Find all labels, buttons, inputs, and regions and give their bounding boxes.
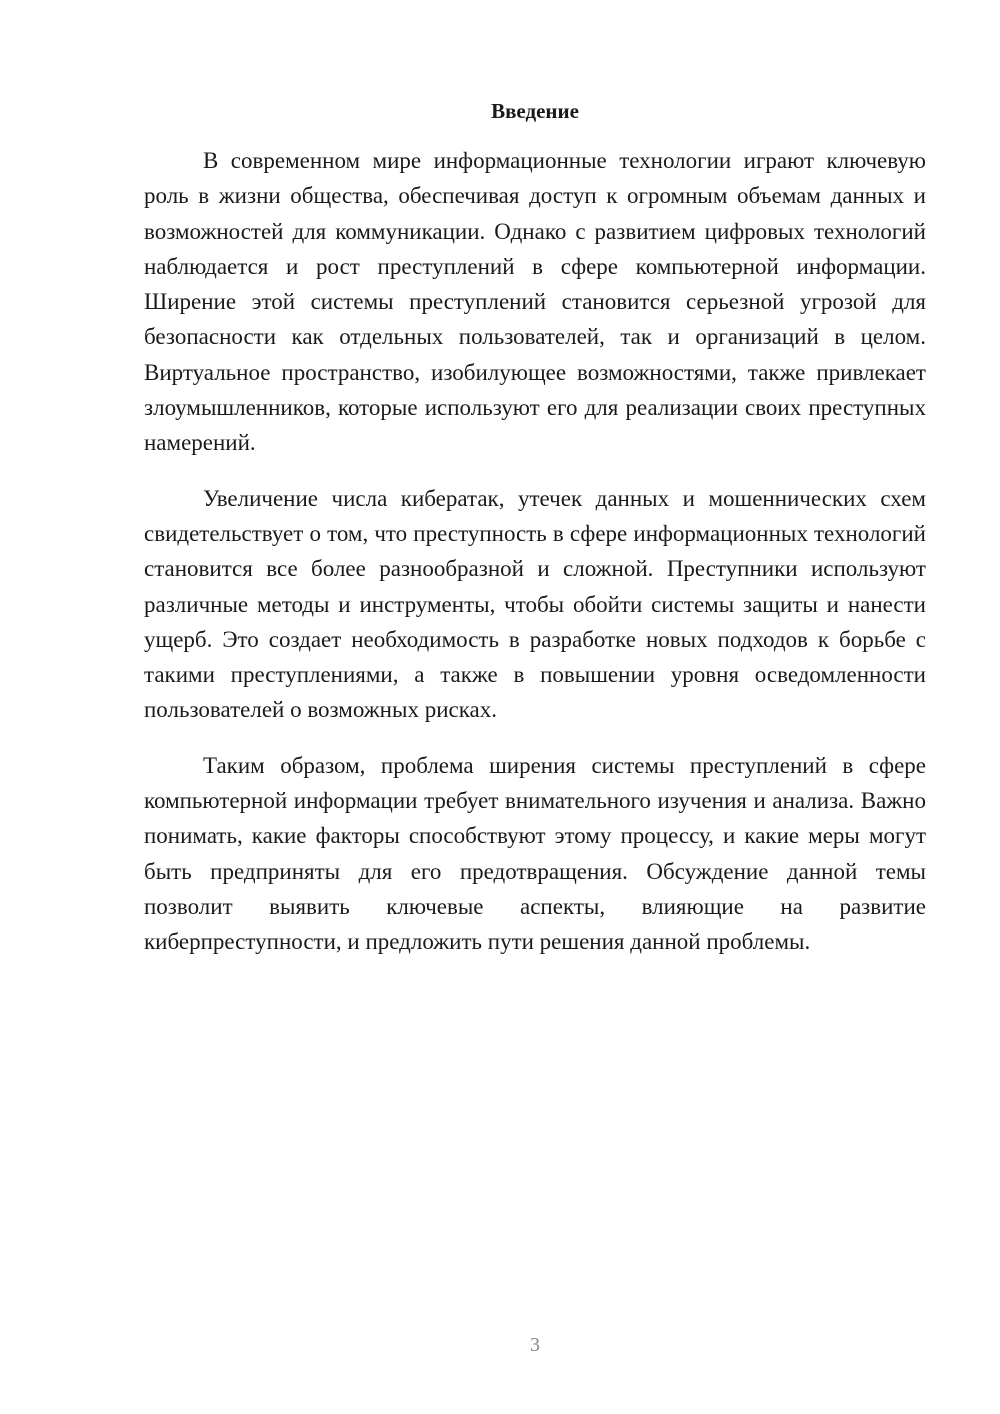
page-number: 3: [530, 1334, 540, 1356]
body-text: [144, 143, 926, 980]
paragraph-1: В современном мире информационные технологии играют ключевую роль в жизни общества, обеспечивая доступ к огромным объемам данных и возможностей для коммуникации. Однако с развитием цифровых технологий наблюдается и рост преступлений в сфере компьютерной информации. Ширение этой системы преступлений становится серьезной угрозой для безопасности как отдельных пользователей, так и организаций в целом. Виртуальное пространство, изобилующее возможностями, также привлекает злоумышленников, которые используют его для реализации своих преступных намерений.: [144, 148, 926, 456]
paragraph-3: Таким образом, проблема ширения системы преступлений в сфере компьютерной информации требует внимательного изучения и анализа. Важно понимать, какие факторы способствуют этому процессу, и какие меры могут быть предприняты для его предотвращения. Обсуждение данной темы позволит выявить ключевые аспекты, влияющие на развитие киберпреступности, и предложить пути решения данной проблемы.: [144, 752, 926, 955]
page-title: Введение: [491, 99, 579, 123]
paragraph-2: Увеличение числа кибератак, утечек данных и мошеннических схем свидетельствует о том, что преступность в сфере информационных технологий становится все более разнообразной и сложной. Преступники используют различные методы и инструменты, чтобы обойти системы защиты и нанести ущерб. Это создает необходимость в разработке новых подходов к борьбе с такими преступлениями, а также в повышении уровня осведомленности пользователей о возможных рисках.: [144, 485, 926, 723]
